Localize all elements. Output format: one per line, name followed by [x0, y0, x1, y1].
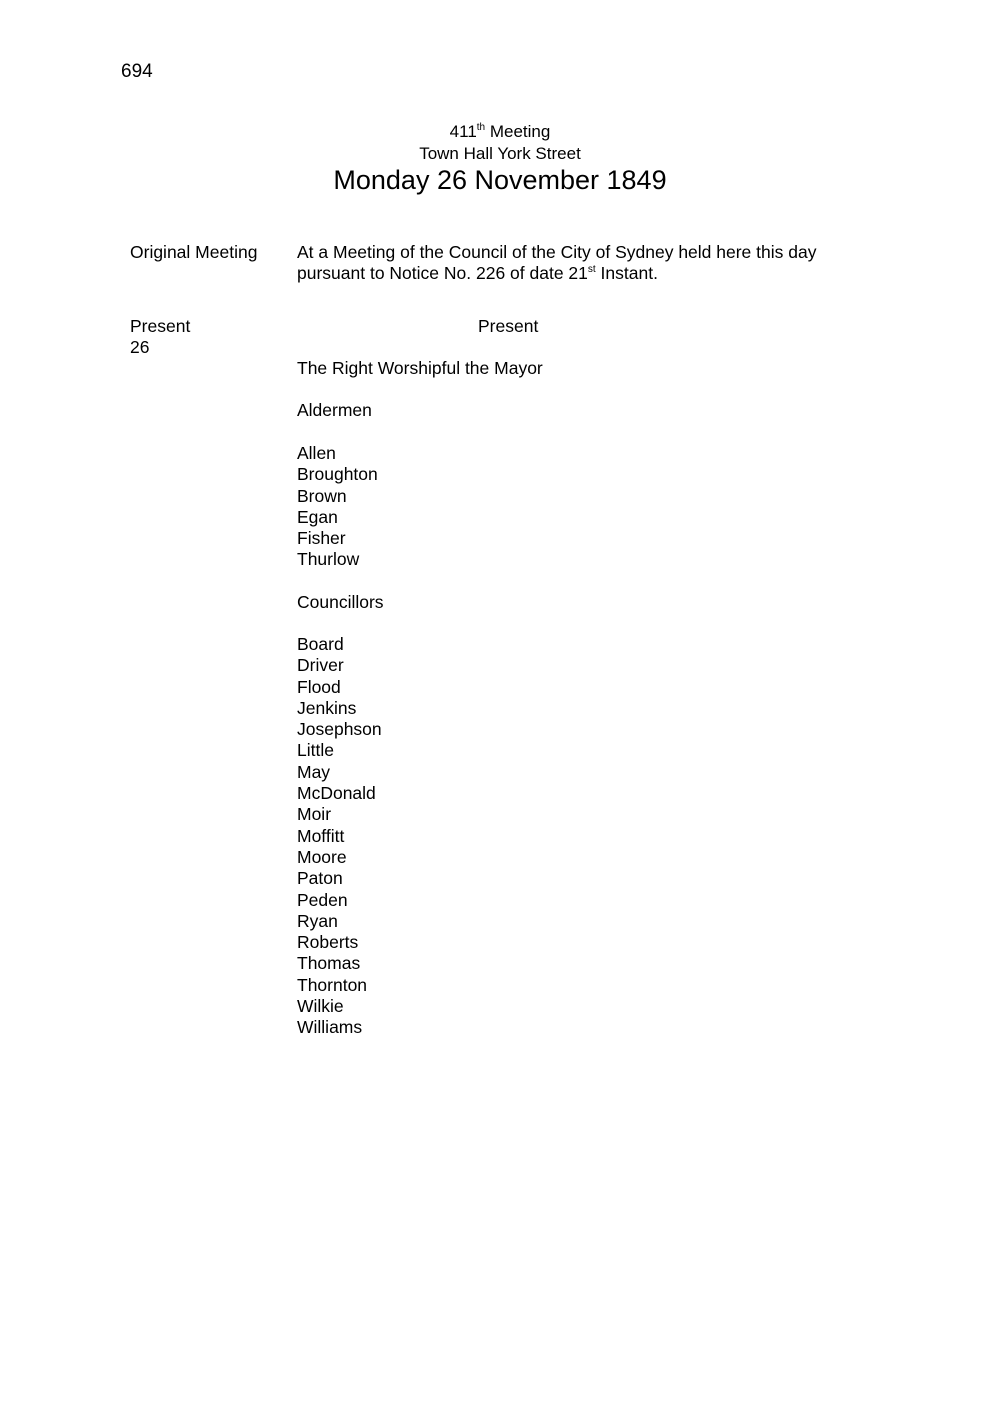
councillor-name: Ryan [297, 910, 338, 931]
page-number: 694 [121, 61, 153, 82]
councillors-list [297, 634, 382, 1039]
meeting-number-suffix: th [476, 122, 486, 133]
aldermen-list [297, 443, 378, 571]
margin-note-present-count: 26 [130, 337, 150, 357]
councillor-name: Little [297, 740, 334, 761]
meeting-word: Meeting [485, 122, 551, 141]
aldermen-heading: Aldermen [297, 400, 372, 420]
meeting-venue: Town Hall York Street [419, 144, 581, 163]
councillor-name: Jenkins [297, 697, 357, 718]
councillor-name: Williams [297, 1017, 363, 1038]
councillor-name: Paton [297, 868, 343, 889]
alderman-name: Thurlow [297, 549, 360, 570]
intro-paragraph [297, 242, 877, 285]
councillor-name: Moffitt [297, 825, 345, 846]
councillor-name: Peden [297, 889, 348, 910]
councillor-name: Driver [297, 655, 344, 676]
councillor-name: Moore [297, 846, 347, 867]
councillor-name: McDonald [297, 783, 376, 804]
councillor-name: Thomas [297, 953, 361, 974]
intro-ordinal-suffix: st [587, 264, 596, 276]
councillor-name: Flood [297, 676, 341, 697]
intro-text: At a Meeting of the Council of the City of Sydney held here this day pursuant to Notice No. 226 of date 21 [297, 242, 817, 284]
councillor-name: Moir [297, 804, 332, 825]
councillor-name: Josephson [297, 719, 382, 740]
alderman-name: Allen [297, 443, 336, 463]
meeting-number [0, 121, 1000, 142]
meeting-date-heading: Monday 26 November 1849 [333, 165, 667, 195]
alderman-name: Broughton [297, 464, 378, 485]
alderman-name: Egan [297, 506, 338, 527]
councillor-name: Thornton [297, 974, 368, 995]
councillor-name: Board [297, 634, 344, 654]
councillor-name: May [297, 761, 331, 782]
councillors-heading: Councillors [297, 592, 384, 612]
alderman-name: Brown [297, 485, 347, 506]
margin-note-original-meeting: Original Meeting [130, 242, 258, 262]
mayor-line: The Right Worshipful the Mayor [297, 358, 543, 378]
meeting-number-value: 411 [449, 122, 477, 141]
intro-text-end: Instant. [595, 263, 658, 284]
councillor-name: Wilkie [297, 996, 344, 1017]
margin-note-present: Present [130, 316, 191, 336]
alderman-name: Fisher [297, 528, 346, 549]
councillor-name: Roberts [297, 932, 359, 953]
present-heading: Present [478, 316, 539, 336]
